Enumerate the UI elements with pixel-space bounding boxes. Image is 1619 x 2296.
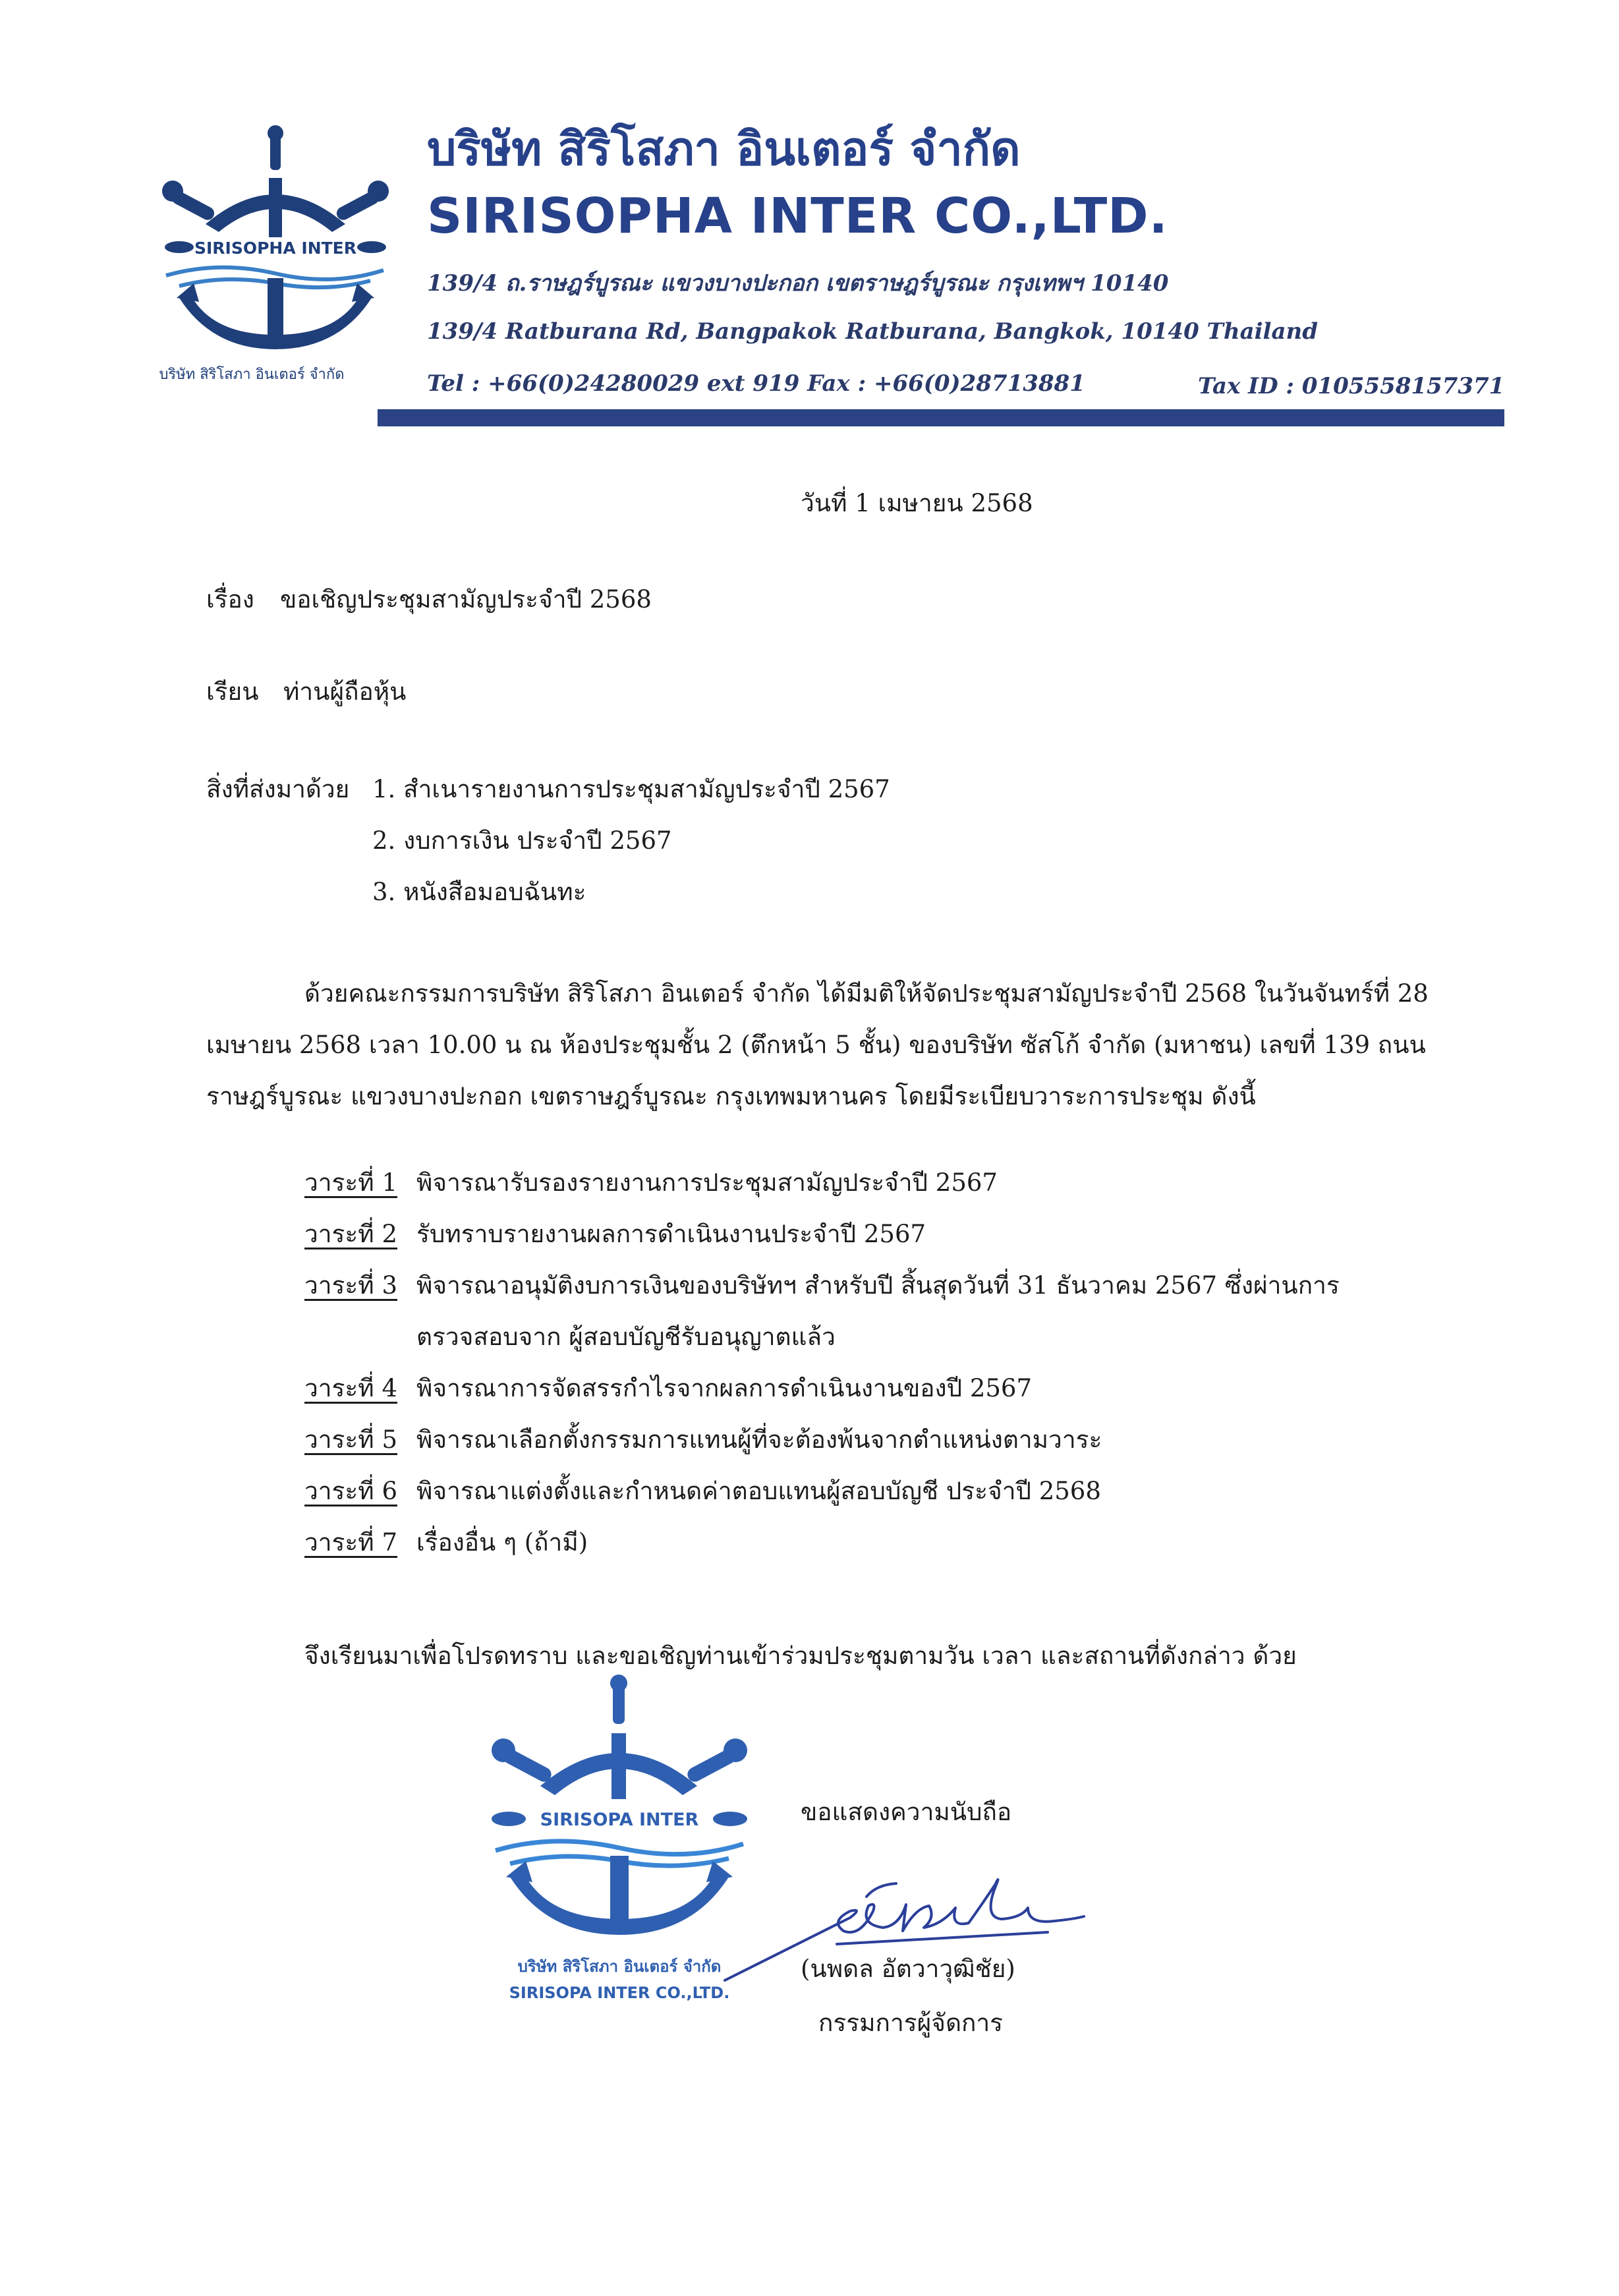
agenda-number: วาระที่ 1 — [304, 1168, 397, 1197]
letter-date: วันที่ 1 เมษายน 2568 — [801, 489, 1033, 517]
contact-line: Tel : +66(0)24280029 ext 919 Fax : +66(0)28713881 — [427, 370, 1085, 397]
regards-text: ขอแสดงความนับถือ — [801, 1798, 1012, 1826]
to-label: เรียน — [206, 677, 259, 706]
agenda-text: รับทราบรายงานผลการดำเนินงานประจำปี 2567 — [416, 1220, 926, 1248]
stamp-bottom-english: SIRISOPA INTER CO.,LTD. — [509, 1984, 730, 2002]
logo-top-text: SIRISOPHA INTER — [194, 239, 357, 258]
paragraph-line: ด้วยคณะกรรมการบริษัท สิริโสภา อินเตอร์ จำกัด ได้มีมติให้จัดประชุมสามัญประจำปี 2568 ในวันจันทร์ที่ 28 — [304, 979, 1429, 1008]
stamp-bottom-thai: บริษัท สิริโสภา อินเตอร์ จำกัด — [517, 1957, 722, 1976]
address-thai: 139/4 ถ.ราษฎร์บูรณะ แขวงบางปะกอก เขตราษฎร์บูรณะ กรุงเทพฯ 10140 — [427, 270, 1169, 297]
agenda-number: วาระที่ 4 — [304, 1374, 397, 1402]
to-text: ท่านผู้ถือหุ้น — [283, 677, 407, 706]
agenda-text: ตรวจสอบจาก ผู้สอบบัญชีรับอนุญาตแล้ว — [416, 1323, 836, 1351]
enclosure-item: 2. งบการเงิน ประจำปี 2567 — [372, 826, 672, 855]
enclosures-label: สิ่งที่ส่งมาด้วย — [206, 775, 350, 803]
agenda-number: วาระที่ 5 — [304, 1425, 397, 1454]
company-name-thai: บริษัท สิริโสภา อินเตอร์ จำกัด — [427, 122, 1021, 176]
agenda-number: วาระที่ 7 — [304, 1528, 397, 1557]
subject-label: เรื่อง — [206, 585, 254, 614]
agenda-text: พิจารณาอนุมัติงบการเงินของบริษัทฯ สำหรับปี สิ้นสุดวันที่ 31 ธันวาคม 2567 ซึ่งผ่านการ — [416, 1271, 1340, 1300]
company-name-english: SIRISOPHA INTER CO.,LTD. — [427, 188, 1168, 244]
agenda-number: วาระที่ 3 — [304, 1271, 397, 1300]
agenda-number: วาระที่ 2 — [304, 1220, 397, 1248]
agenda-text: พิจารณารับรองรายงานการประชุมสามัญประจำปี 2567 — [416, 1168, 998, 1197]
agenda-text: พิจารณาการจัดสรรกำไรจากผลการดำเนินงานของปี 2567 — [416, 1374, 1032, 1402]
company-logo — [153, 125, 397, 389]
stamp-top-text: SIRISOPA INTER — [540, 1810, 699, 1830]
header-rule — [378, 409, 1504, 426]
enclosure-item: 3. หนังสือมอบฉันทะ — [372, 878, 586, 906]
subject-text: ขอเชิญประชุมสามัญประจำปี 2568 — [280, 585, 652, 614]
paragraph-line: ราษฎร์บูรณะ แขวงบางปะกอก เขตราษฎร์บูรณะ กรุงเทพมหานคร โดยมีระเบียบวาระการประชุม ดังนี้ — [206, 1082, 1256, 1110]
company-stamp — [481, 1674, 758, 2017]
agenda-text: พิจารณาแต่งตั้งและกำหนดค่าตอบแทนผู้สอบบัญชี ประจำปี 2568 — [416, 1477, 1101, 1505]
signer-title: กรรมการผู้จัดการ — [818, 2009, 1004, 2037]
tax-id: Tax ID : 0105558157371 — [1198, 373, 1505, 399]
logo-bottom-text: บริษัท สิริโสภา อินเตอร์ จำกัด — [159, 366, 345, 383]
enclosure-item: 1. สำเนารายงานการประชุมสามัญประจำปี 2567 — [372, 775, 890, 803]
agenda-text: พิจารณาเลือกตั้งกรรมการแทนผู้ที่จะต้องพ้นจากตำแหน่งตามวาระ — [416, 1425, 1102, 1454]
closing-text: จึงเรียนมาเพื่อโปรดทราบ และขอเชิญท่านเข้าร่วมประชุมตามวัน เวลา และสถานที่ดังกล่าว ด้วย — [304, 1642, 1297, 1670]
signer-name: (นพดล อัตวาวุฒิชัย) — [801, 1955, 1015, 1983]
agenda-text: เรื่องอื่น ๆ (ถ้ามี) — [416, 1528, 588, 1557]
agenda-number: วาระที่ 6 — [304, 1477, 397, 1505]
address-english: 139/4 Ratburana Rd, Bangpakok Ratburana, Bangkok, 10140 Thailand — [427, 318, 1318, 345]
paragraph-line: เมษายน 2568 เวลา 10.00 น ณ ห้องประชุมชั้น 2 (ตึกหน้า 5 ชั้น) ของบริษัท ซัสโก้ จำกัด (มหาชน) เลขที่ 139 ถนน — [206, 1031, 1426, 1059]
